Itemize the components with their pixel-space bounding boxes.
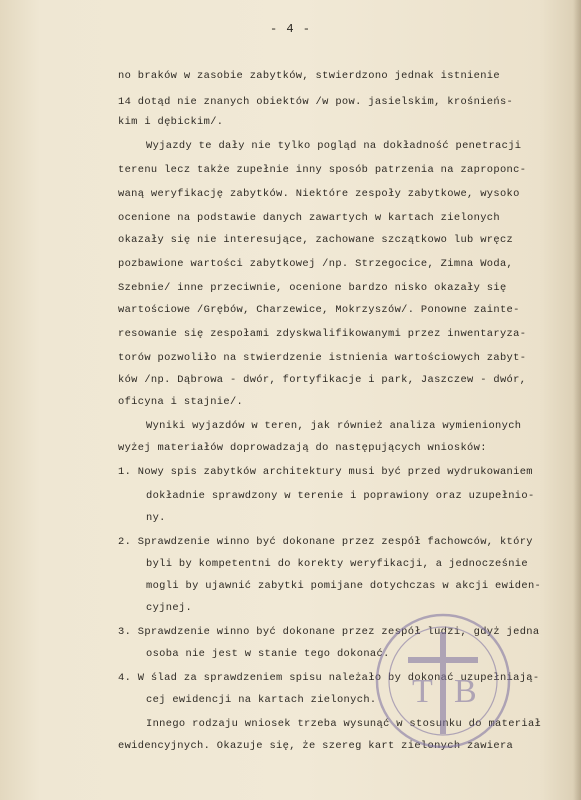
library-stamp xyxy=(372,610,514,752)
stamp-letter-left: T xyxy=(412,673,433,710)
text-line: Wyniki wyjazdów w teren, jak również analiza wymienionych xyxy=(146,420,522,432)
text-line: ków /np. Dąbrowa - dwór, fortyfikacje i park, Jaszczew - dwór, xyxy=(118,374,527,386)
list-item-3: 3. Sprawdzenie winno być dokonane przez zespół ludzi, gdyż jedna xyxy=(118,626,540,638)
text-line: mogli by ujawnić zabytki pomijane dotychczas w akcji ewiden- xyxy=(146,580,542,592)
page-number: - 4 - xyxy=(269,22,311,36)
page-edge-shadow xyxy=(573,0,581,800)
stamp-letter-right: B xyxy=(454,673,477,710)
text-line: cej ewidencji na kartach zielonych. xyxy=(146,694,377,706)
text-line: ocenione na podstawie danych zawartych w kartach zielonych xyxy=(118,212,500,224)
text-line: wyżej materiałów doprowadzają do następujących wniosków: xyxy=(118,442,487,454)
list-item-1: 1. Nowy spis zabytków architektury musi być przed wydrukowaniem xyxy=(118,466,533,478)
text-line: Wyjazdy te dały nie tylko pogląd na dokładność penetracji xyxy=(146,140,522,152)
text-line: no braków w zasobie zabytków, stwierdzono jednak istnienie xyxy=(118,70,500,82)
list-item-2: 2. Sprawdzenie winno być dokonane przez zespół fachowców, który xyxy=(118,536,533,548)
text-line: cyjnej. xyxy=(146,602,193,614)
text-line: dokładnie sprawdzony w terenie i poprawiony oraz uzupełnio- xyxy=(146,490,535,502)
text-line: wartościowe /Grębów, Charzewice, Mokrzyszów/. Ponowne zainte- xyxy=(118,304,520,316)
text-line: resowanie się zespołami zdyskwalifikowanymi przez inwentaryza- xyxy=(118,328,527,340)
text-line: oficyna i stajnie/. xyxy=(118,396,244,408)
list-item-4: 4. W ślad za sprawdzeniem spisu należało by dokonać uzupełniają- xyxy=(118,672,540,684)
text-line: byli by kompetentni do korekty weryfikacji, a jednocześnie xyxy=(146,558,528,570)
text-line: ewidencyjnych. Okazuje się, że szereg kart zielonych zawiera xyxy=(118,740,514,752)
text-line: okazały się nie interesujące, zachowane szczątkowo lub wręcz xyxy=(118,234,514,246)
text-line: pozbawione wartości zabytkowej /np. Strzegocice, Zimna Woda, xyxy=(118,258,514,270)
text-line: waną weryfikację zabytków. Niektóre zespoły zabytkowe, wysoko xyxy=(118,188,520,200)
text-line: terenu lecz także zupełnie inny sposób patrzenia na zaproponc- xyxy=(118,164,527,176)
text-line: Innego rodzaju wniosek trzeba wysunąć w stosunku do materiał xyxy=(146,718,542,730)
text-line: ny. xyxy=(146,512,166,524)
text-line: torów pozwoliło na stwierdzenie istnienia wartościowych zabyt- xyxy=(118,352,527,364)
text-line: osoba nie jest w stanie tego dokonać. xyxy=(146,648,390,660)
text-line: Szebnie/ inne przeciwnie, ocenione bardzo nisko okazały się xyxy=(118,282,507,294)
text-line: 14 dotąd nie znanych obiektów /w pow. jasielskim, krośnieńs- xyxy=(118,96,514,108)
text-line: kim i dębickim/. xyxy=(118,116,224,128)
